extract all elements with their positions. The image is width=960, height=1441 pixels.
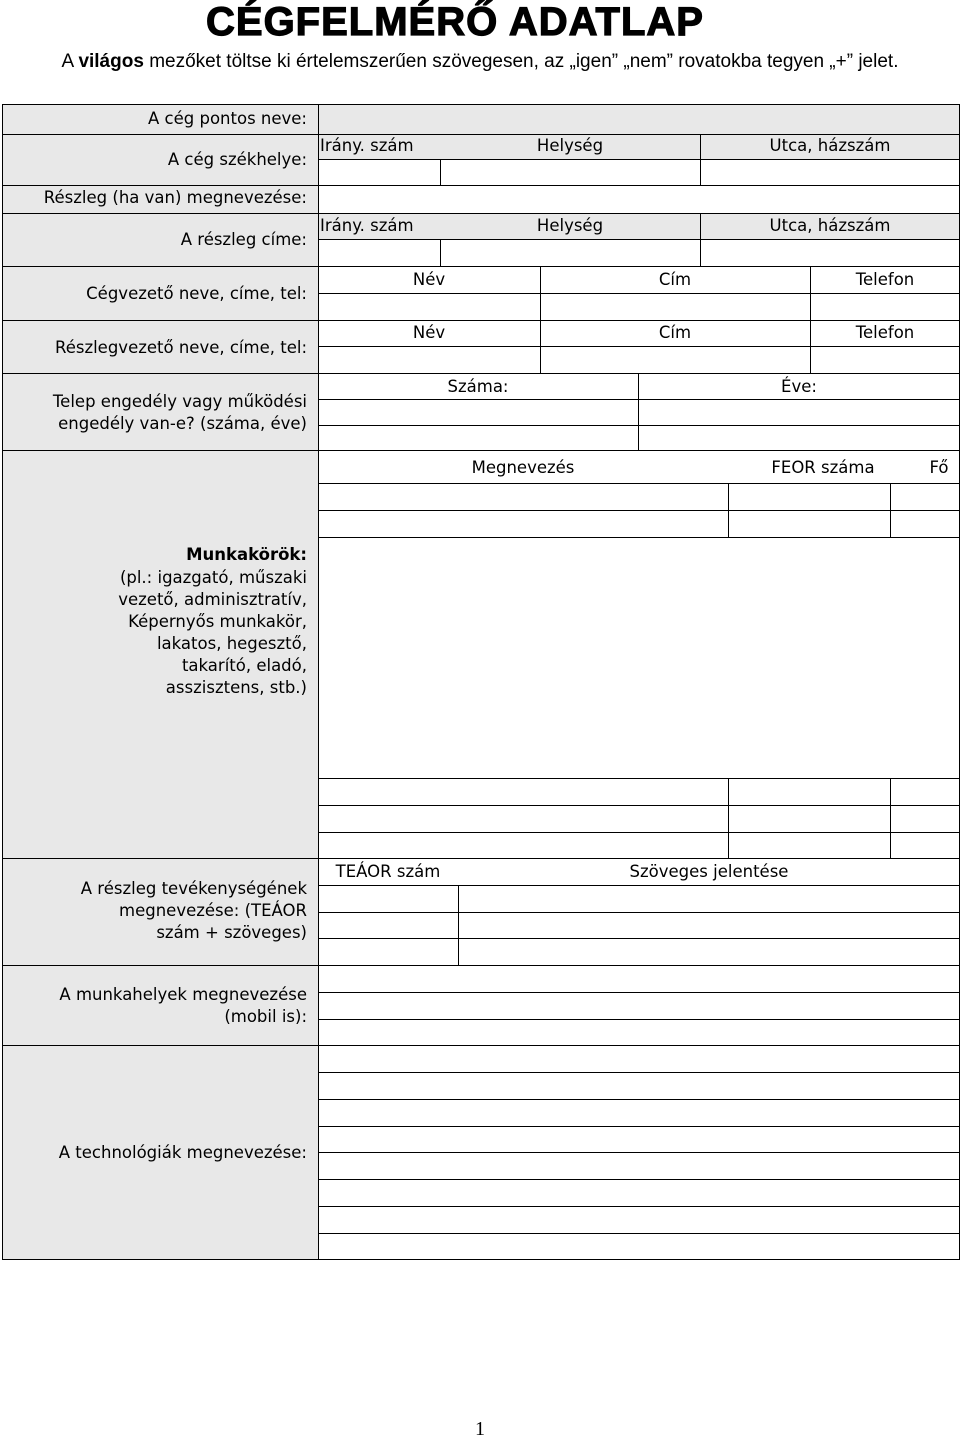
branch-address-label: A részleg címe:: [180, 230, 307, 249]
row-line: [2, 1045, 960, 1046]
form-title: CÉGFELMÉRŐ ADATLAP: [206, 0, 704, 44]
technologies-row-line: [318, 1126, 960, 1127]
workplaces-row-line: [318, 992, 960, 993]
branch-col-line: [440, 239, 441, 266]
row-line: [2, 858, 960, 859]
row-line: [2, 213, 960, 214]
jobs-feor-header: FEOR száma: [771, 458, 875, 477]
branch-city-header: Helység: [536, 216, 604, 235]
branch-manager-name-header: Név: [412, 323, 446, 342]
technologies-row-line: [318, 1072, 960, 1073]
jobs-list-area[interactable]: [318, 537, 960, 778]
branch-manager-header-line: [318, 346, 960, 347]
branch-manager-address-header: Cím: [658, 323, 692, 342]
permit-year-header: Éve:: [781, 377, 817, 396]
branch-zip-header: Irány. szám: [320, 216, 414, 235]
hq-city-header: Helység: [536, 136, 604, 155]
hq-header-line: [318, 159, 960, 160]
activity-row-line: [318, 938, 960, 939]
activity-row-line: [318, 912, 960, 913]
permit-row-line: [318, 425, 960, 426]
branch-street-header: Utca, házszám: [769, 216, 891, 235]
jobs-row-line: [318, 832, 960, 833]
manager-name-header: Név: [412, 270, 446, 289]
jobs-name-header: Megnevezés: [471, 458, 575, 477]
activity-row-line: [318, 885, 960, 886]
activity-col-line: [458, 885, 459, 965]
manager-label: Cégvezető neve, címe, tel:: [86, 284, 307, 303]
technologies-row-line: [318, 1179, 960, 1180]
technologies-row-line: [318, 1152, 960, 1153]
workplaces-label: A munkahelyek megnevezése (mobil is):: [59, 985, 307, 1026]
workplaces-row-line: [318, 1019, 960, 1020]
manager-address-header: Cím: [658, 270, 692, 289]
manager-header-line: [318, 293, 960, 294]
technologies-row-line: [318, 1099, 960, 1100]
permit-label: Telep engedély vagy működési engedély van-e? (száma, éve): [52, 392, 307, 433]
branch-manager-phone-header: Telefon: [855, 323, 915, 342]
jobs-col-line: [890, 778, 891, 858]
jobs-desc-label: (pl.: igazgató, műszaki vezető, adminisztratív, Képernyős munkakör, lakatos, hegesztő, takarító, eladó, asszisztens, stb.): [118, 568, 307, 697]
permit-row-line: [318, 399, 960, 400]
hq-col-line: [440, 159, 441, 185]
branch-manager-label: Részlegvezető neve, címe, tel:: [54, 338, 307, 357]
headquarters-label: A cég székhelye:: [167, 150, 307, 169]
instructions: [0, 50, 960, 74]
row-line: [2, 373, 960, 374]
jobs-row-line: [318, 778, 960, 779]
technologies-row-line: [318, 1233, 960, 1234]
page-number: 1: [475, 1418, 485, 1440]
jobs-title-label: Munkakörök:: [186, 545, 307, 564]
instructions-end: mezőket töltse ki értelemszerűen szövegesen, az „igen” „nem” rovatokba tegyen „+” jelet.: [143, 51, 899, 72]
activity-label: A részleg tevékenységének megnevezése: (TEÁOR szám + szöveges): [80, 879, 307, 942]
jobs-row-line: [318, 805, 960, 806]
jobs-col-line: [728, 778, 729, 858]
row-line: [2, 185, 960, 186]
jobs-row-line: [318, 483, 960, 484]
jobs-col-line: [728, 483, 729, 537]
jobs-row-line: [318, 510, 960, 511]
technologies-label: A technológiák megnevezése:: [58, 1143, 307, 1162]
jobs-col-line: [890, 483, 891, 537]
permit-number-header: Száma:: [447, 377, 509, 396]
hq-zip-header: Irány. szám: [320, 136, 414, 155]
activity-teaor-header: TEÁOR szám: [335, 862, 441, 881]
instructions-bold: világos: [78, 51, 144, 72]
hq-street-header: Utca, házszám: [769, 136, 891, 155]
technologies-row-line: [318, 1206, 960, 1207]
row-line: [2, 450, 960, 451]
instructions-start: A: [61, 51, 79, 72]
branch-header-line: [318, 239, 960, 240]
manager-phone-header: Telefon: [855, 270, 915, 289]
row-line: [2, 965, 960, 966]
activity-text-header: Szöveges jelentése: [629, 862, 789, 881]
row-line: [2, 320, 960, 321]
row-line: [2, 266, 960, 267]
company-name-label: A cég pontos neve:: [148, 109, 307, 128]
branch-name-label: Részleg (ha van) megnevezése:: [43, 188, 307, 207]
jobs-count-header: Fő: [929, 458, 949, 477]
